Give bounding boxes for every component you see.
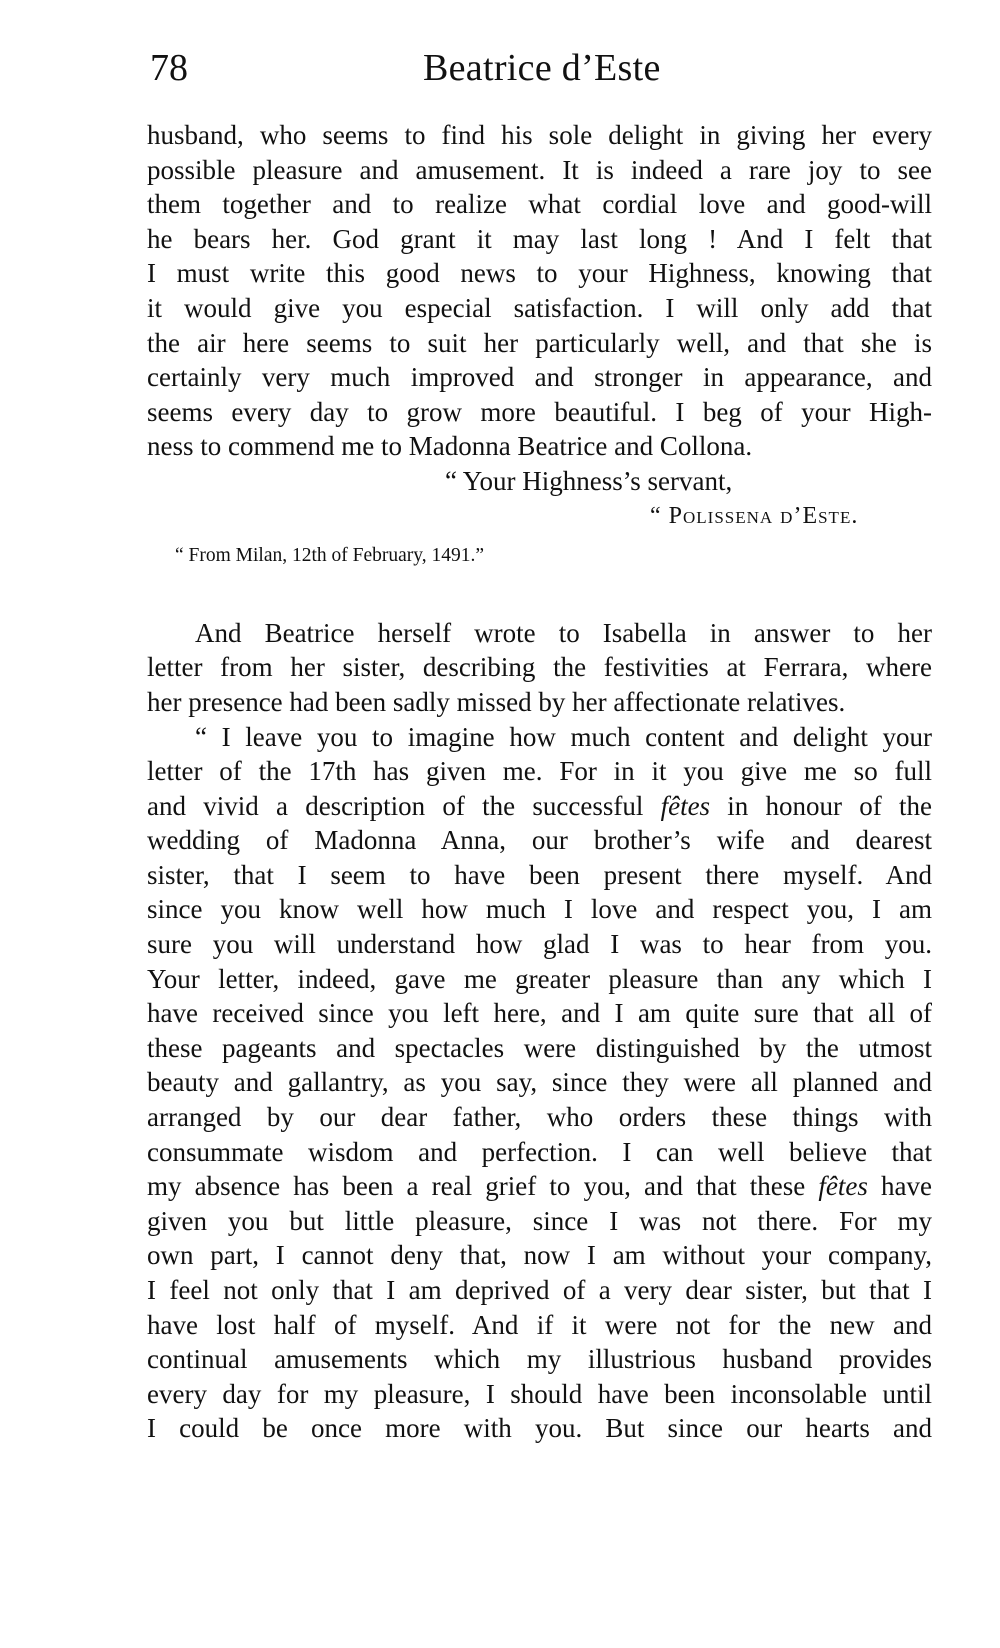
text-segment: and vivid a description of the successful (147, 790, 661, 821)
italic-word: fêtes (660, 790, 711, 821)
text-line: sister, that I seem to have been present there myself. And (147, 859, 932, 890)
text-line (147, 789, 932, 824)
text-line: it would give you especial satisfaction. I will only add that (147, 292, 932, 323)
text-line: certainly very much improved and stronger in appearance, and (147, 362, 932, 393)
text-line: the air here seems to suit her particularly well, and that she is (147, 327, 932, 358)
text-line: since you know well how much I love and respect you, I am (147, 894, 932, 925)
text-line: given you but little pleasure, since I was not there. For my (147, 1205, 932, 1236)
text-line: letter of the 17th has given me. For in it you give me so full (147, 756, 932, 787)
text-line: own part, I cannot deny that, now I am without your company, (147, 1240, 932, 1271)
letter-paragraph (147, 720, 932, 1446)
text-line: continual amusements which my illustrious husband provides (147, 1344, 932, 1375)
text-segment: have (867, 1171, 932, 1202)
text-line: he bears her. God grant it may last long ! And I felt that (147, 223, 932, 254)
text-line: wedding of Madonna Anna, our brother’s wife and dearest (147, 825, 932, 856)
letter-salutation: “ Your Highness’s servant, (445, 465, 733, 496)
italic-word: fêtes (818, 1171, 868, 1202)
text-line: have received since you left here, and I am quite sure that all of (147, 998, 932, 1029)
letter-dateline: “ From Milan, 12th of February, 1491.” (175, 545, 485, 567)
text-line: consummate wisdom and perfection. I can well believe that (147, 1136, 932, 1167)
text-line: arranged by our dear father, who orders these things with (147, 1102, 932, 1133)
paragraph-gap (147, 574, 932, 616)
text-line: every day for my pleasure, I should have been inconsolable until (147, 1378, 932, 1409)
text-line: beauty and gallantry, as you say, since they were all planned and (147, 1067, 932, 1098)
text-segment: my absence has been a real grief to you, and that these (147, 1171, 819, 1202)
text-segment: in honour of the (710, 790, 932, 821)
text-line: sure you will understand how glad I was to hear from you. (147, 929, 932, 960)
page-header (150, 46, 932, 96)
letter-continuation (147, 118, 932, 464)
running-head: Beatrice d’Este (423, 47, 661, 89)
text-line: seems every day to grow more beautiful. I beg of your High- (147, 396, 932, 427)
text-line: her presence had been sadly missed by her affectionate relatives. (147, 686, 846, 717)
text-line (147, 1169, 932, 1204)
text-line: I could be once more with you. But since our hearts and (147, 1413, 932, 1444)
text-line: Your letter, indeed, gave me greater pleasure than any which I (147, 963, 932, 994)
narrative-paragraph (147, 616, 932, 720)
text-line: I feel not only that I am deprived of a very dear sister, but that I (147, 1275, 932, 1305)
page-body (147, 118, 932, 1446)
text-line: husband, who seems to find his sole delight in giving her every (147, 120, 932, 150)
letter-signature (147, 499, 932, 534)
text-line: “ I leave you to imagine how much content and delight your (195, 721, 932, 752)
page-number: 78 (150, 47, 188, 89)
text-line: have lost half of myself. And if it were not for the new and (147, 1309, 932, 1340)
text-line: possible pleasure and amusement. It is indeed a rare joy to see (147, 154, 932, 185)
text-line: them together and to realize what cordial love and good-will (147, 189, 932, 220)
text-line: And Beatrice herself wrote to Isabella in answer to her (195, 617, 932, 648)
text-line: these pageants and spectacles were distinguished by the utmost (147, 1032, 932, 1063)
text-line: letter from her sister, describing the festivities at Ferrara, where (147, 652, 932, 683)
signature-text: “ Polissena d’Este. (650, 502, 859, 529)
text-line: I must write this good news to your Highness, knowing that (147, 258, 932, 289)
text-line: ness to commend me to Madonna Beatrice and Collona. (147, 431, 753, 462)
